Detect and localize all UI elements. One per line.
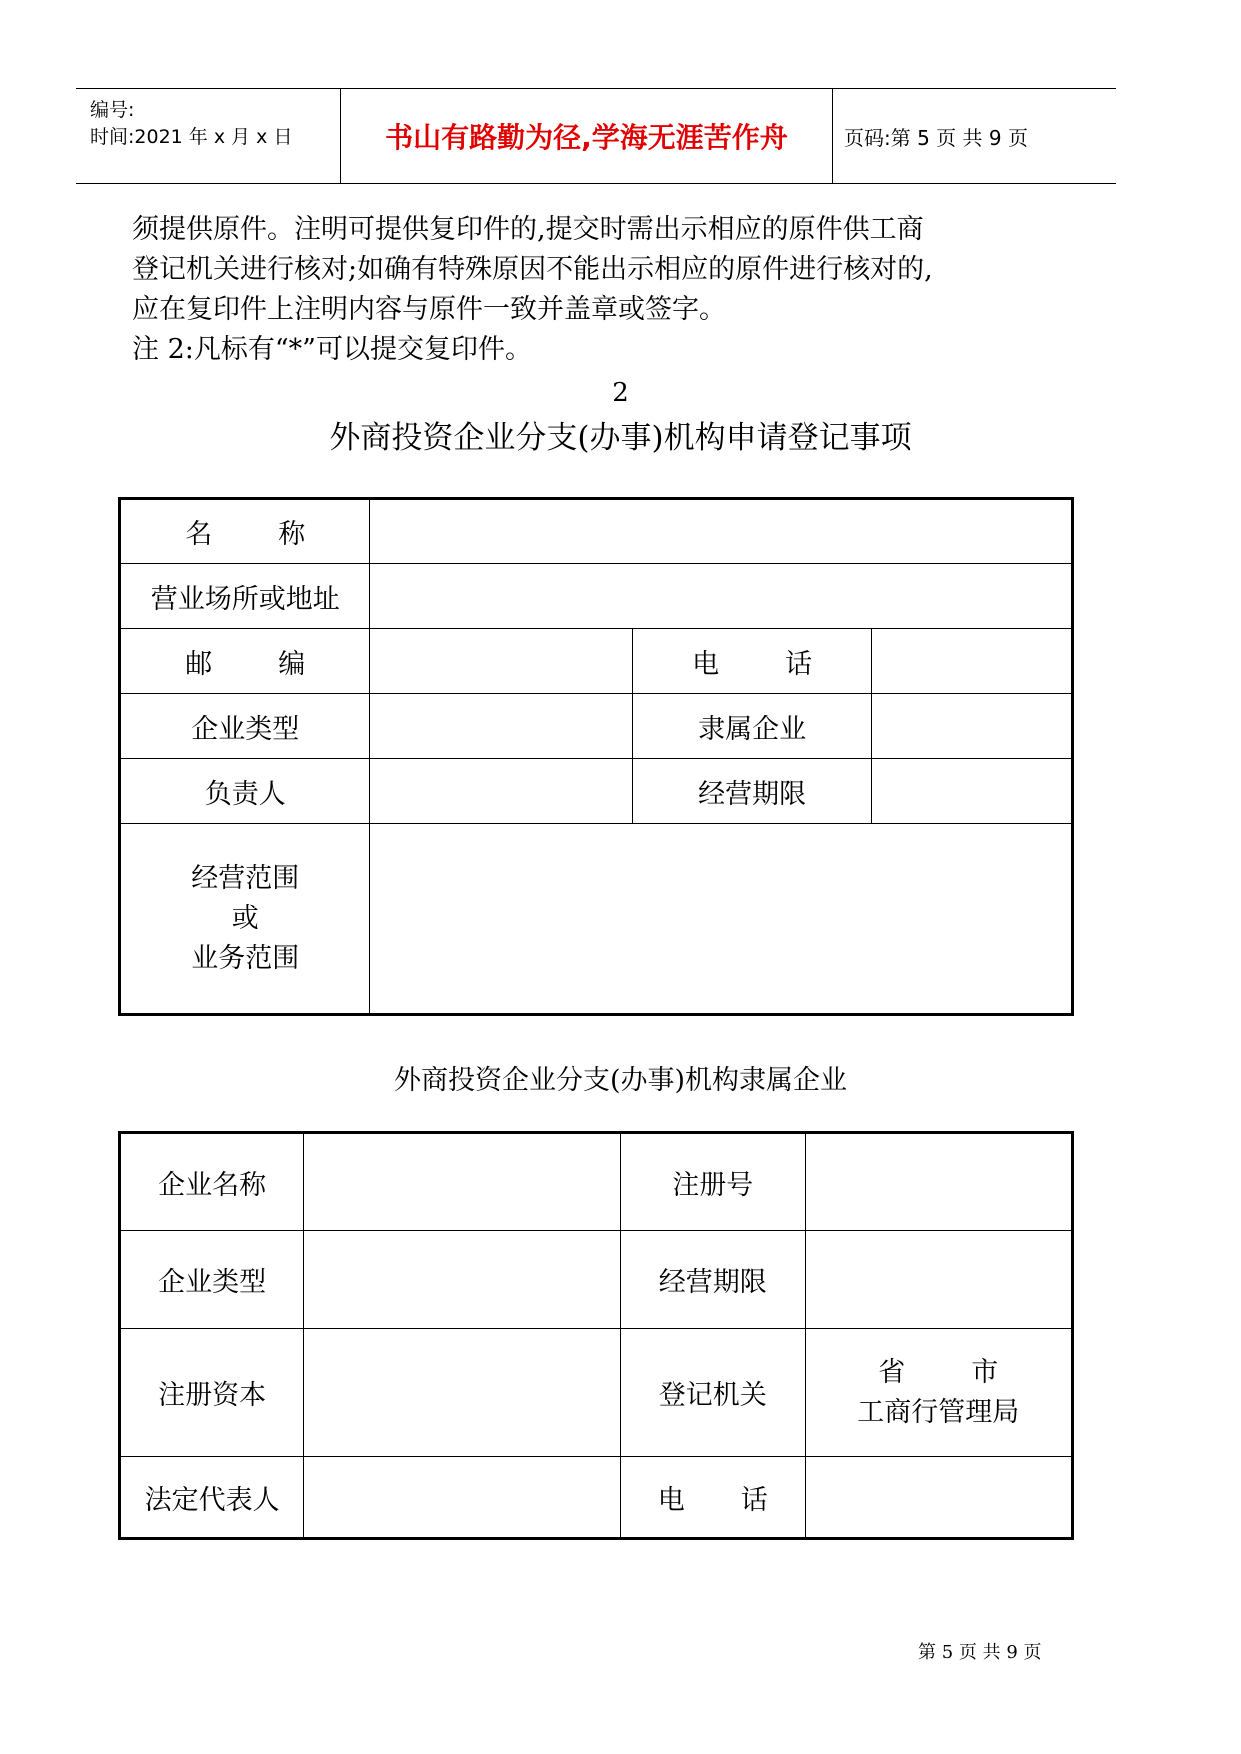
value-scope[interactable] — [370, 824, 1073, 1015]
value-company-type[interactable] — [370, 694, 633, 759]
label-name: 名 称 — [120, 499, 370, 564]
page-footer: 第 5 页 共 9 页 — [918, 1642, 1042, 1663]
value-company-name[interactable] — [304, 1133, 621, 1231]
form1-title: 外商投资企业分支(办事)机构申请登记事项 — [329, 420, 912, 456]
value-postcode[interactable] — [370, 629, 633, 694]
label-scope: 经营范围 或 业务范围 — [120, 824, 370, 1015]
value-phone[interactable] — [871, 629, 1072, 694]
intro-line-2: 登记机关进行核对;如确有特殊原因不能出示相应的原件进行核对的, — [132, 254, 933, 285]
label-postcode: 邮 编 — [120, 629, 370, 694]
intro-line-3: 应在复印件上注明内容与原件一致并盖章或签字。 — [132, 294, 726, 325]
value-parent-company[interactable] — [871, 694, 1072, 759]
value-legal-rep[interactable] — [304, 1457, 621, 1539]
value-term-2[interactable] — [805, 1231, 1072, 1329]
label-phone-2: 电 话 — [620, 1457, 805, 1539]
value-name[interactable] — [370, 499, 1073, 564]
number-label: 编号: — [90, 99, 135, 121]
label-authority: 登记机关 — [620, 1329, 805, 1457]
header-motto: 书山有路勤为径,学海无涯苦作舟 — [341, 89, 833, 183]
time-label: 时间:2021 年 x 月 x 日 — [90, 126, 293, 148]
label-address: 营业场所或地址 — [120, 564, 370, 629]
form2-title: 外商投资企业分支(办事)机构隶属企业 — [393, 1065, 848, 1096]
intro-note-2: 注 2:凡标有“*”可以提交复印件。 — [132, 334, 532, 365]
label-legal-rep: 法定代表人 — [120, 1457, 304, 1539]
value-responsible[interactable] — [370, 759, 633, 824]
label-company-type-2: 企业类型 — [120, 1231, 304, 1329]
header-page-label: 页码:第 5 页 共 9 页 — [844, 125, 1028, 150]
value-authority[interactable] — [805, 1329, 1072, 1457]
value-company-type-2[interactable] — [304, 1231, 621, 1329]
city-label: 市 — [971, 1356, 999, 1388]
label-parent-company: 隶属企业 — [633, 694, 872, 759]
value-reg-no[interactable] — [805, 1133, 1072, 1231]
form-number: 2 — [612, 378, 629, 408]
label-reg-no: 注册号 — [620, 1133, 805, 1231]
value-term[interactable] — [871, 759, 1072, 824]
value-address[interactable] — [370, 564, 1073, 629]
label-phone: 电 话 — [633, 629, 872, 694]
label-capital: 注册资本 — [120, 1329, 304, 1457]
label-responsible: 负责人 — [120, 759, 370, 824]
registration-items-table — [118, 497, 1074, 1016]
label-term: 经营期限 — [633, 759, 872, 824]
intro-line-1: 须提供原件。注明可提供复印件的,提交时需出示相应的原件供工商 — [132, 214, 924, 245]
parent-company-table — [118, 1131, 1074, 1540]
value-capital[interactable] — [304, 1329, 621, 1457]
header-meta — [76, 89, 341, 183]
bureau-label: 工商行管理局 — [857, 1396, 1020, 1428]
value-phone-2[interactable] — [805, 1457, 1072, 1539]
label-company-name: 企业名称 — [120, 1133, 304, 1231]
province-label: 省 — [878, 1356, 906, 1388]
label-term-2: 经营期限 — [620, 1231, 805, 1329]
page-header — [76, 88, 1116, 184]
label-company-type: 企业类型 — [120, 694, 370, 759]
